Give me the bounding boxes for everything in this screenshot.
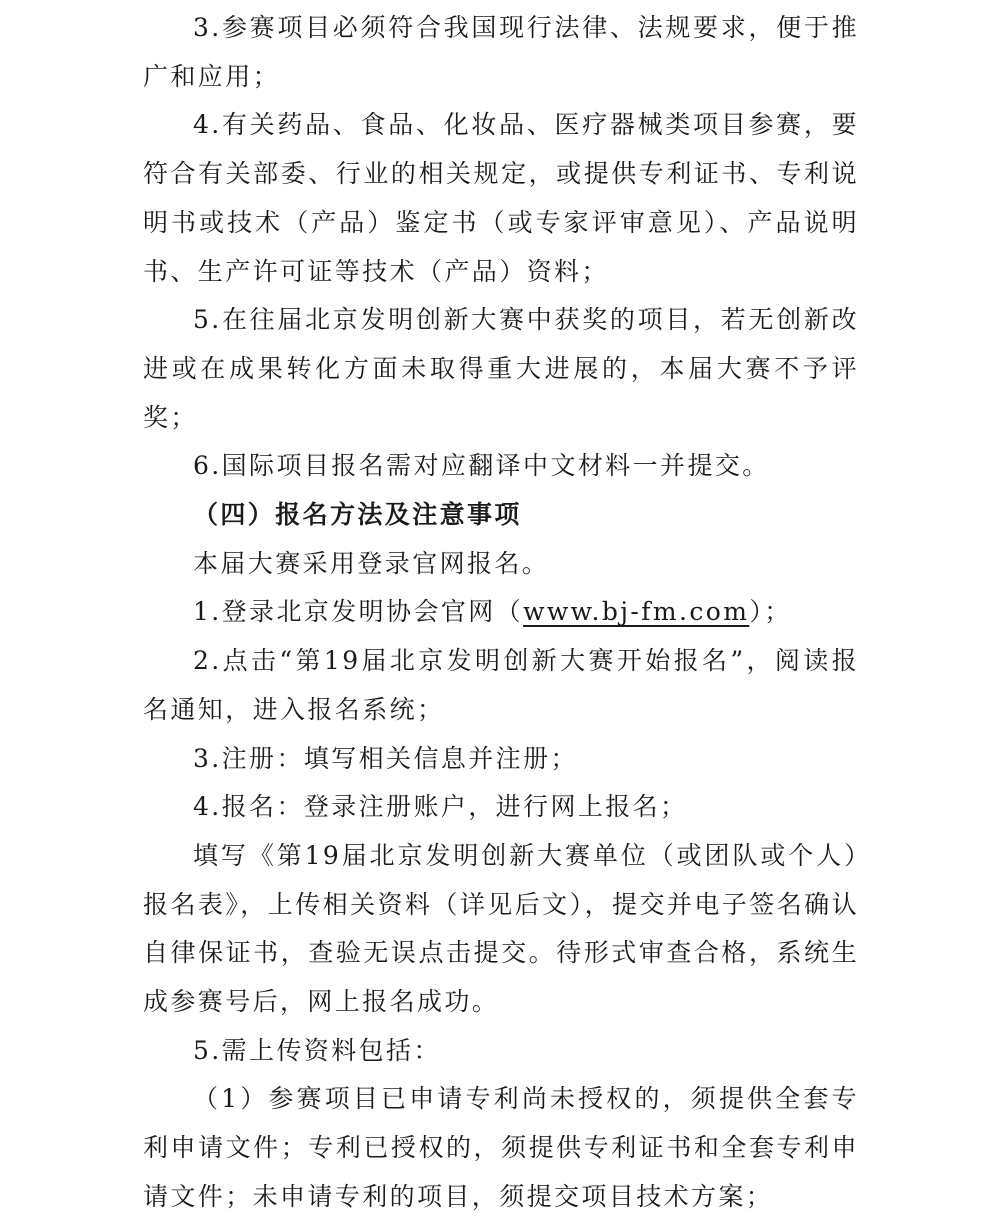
requirement-3: 3.参赛项目必须符合我国现行法律、法规要求，便于推广和应用； <box>143 13 859 91</box>
step-4: 4.报名：登录注册账户，进行网上报名； <box>193 792 688 822</box>
document-page <box>143 4 859 1222</box>
step-1-prefix: 1.登录北京发明协会官网（ <box>193 597 524 627</box>
registration-intro: 本届大赛采用登录官网报名。 <box>193 548 550 578</box>
requirement-5: 5.在往届北京发明创新大赛中获奖的项目，若无创新改进或在成果转化方面未取得重大进展的，本届大赛不予评奖； <box>143 305 859 432</box>
step-1-suffix: ）； <box>749 597 792 627</box>
section-heading: （四）报名方法及注意事项 <box>193 500 522 530</box>
step-1 <box>143 588 859 637</box>
requirement-6: 6.国际项目报名需对应翻译中文材料一并提交。 <box>193 451 770 481</box>
requirement-4: 4.有关药品、食品、化妆品、医疗器械类项目参赛，要符合有关部委、行业的相关规定，或提供专利证书、专利说明书或技术（产品）鉴定书（或专家评审意见）、产品说明书、生产许可证等技术（产品）资料； <box>143 110 859 286</box>
step-5: 5.需上传资料包括： <box>193 1035 441 1065</box>
website-link[interactable]: www.bj-fm.com <box>523 597 750 627</box>
step-5-item-1: （1）参赛项目已申请专利尚未授权的，须提供全套专利申请文件；专利已授权的，须提供专利证书和全套专利申请文件；未申请专利的项目，须提交项目技术方案； <box>143 1084 859 1211</box>
step-3: 3.注册：填写相关信息并注册； <box>193 743 578 773</box>
fill-form-paragraph: 填写《第19届北京发明创新大赛单位（或团队或个人）报名表》，上传相关资料（详见后文），提交并电子签名确认自律保证书，查验无误点击提交。待形式审查合格，系统生成参赛号后，网上报名成功。 <box>143 840 859 1017</box>
step-2: 2.点击“第19届北京发明创新大赛开始报名”，阅读报名通知，进入报名系统； <box>143 646 859 724</box>
